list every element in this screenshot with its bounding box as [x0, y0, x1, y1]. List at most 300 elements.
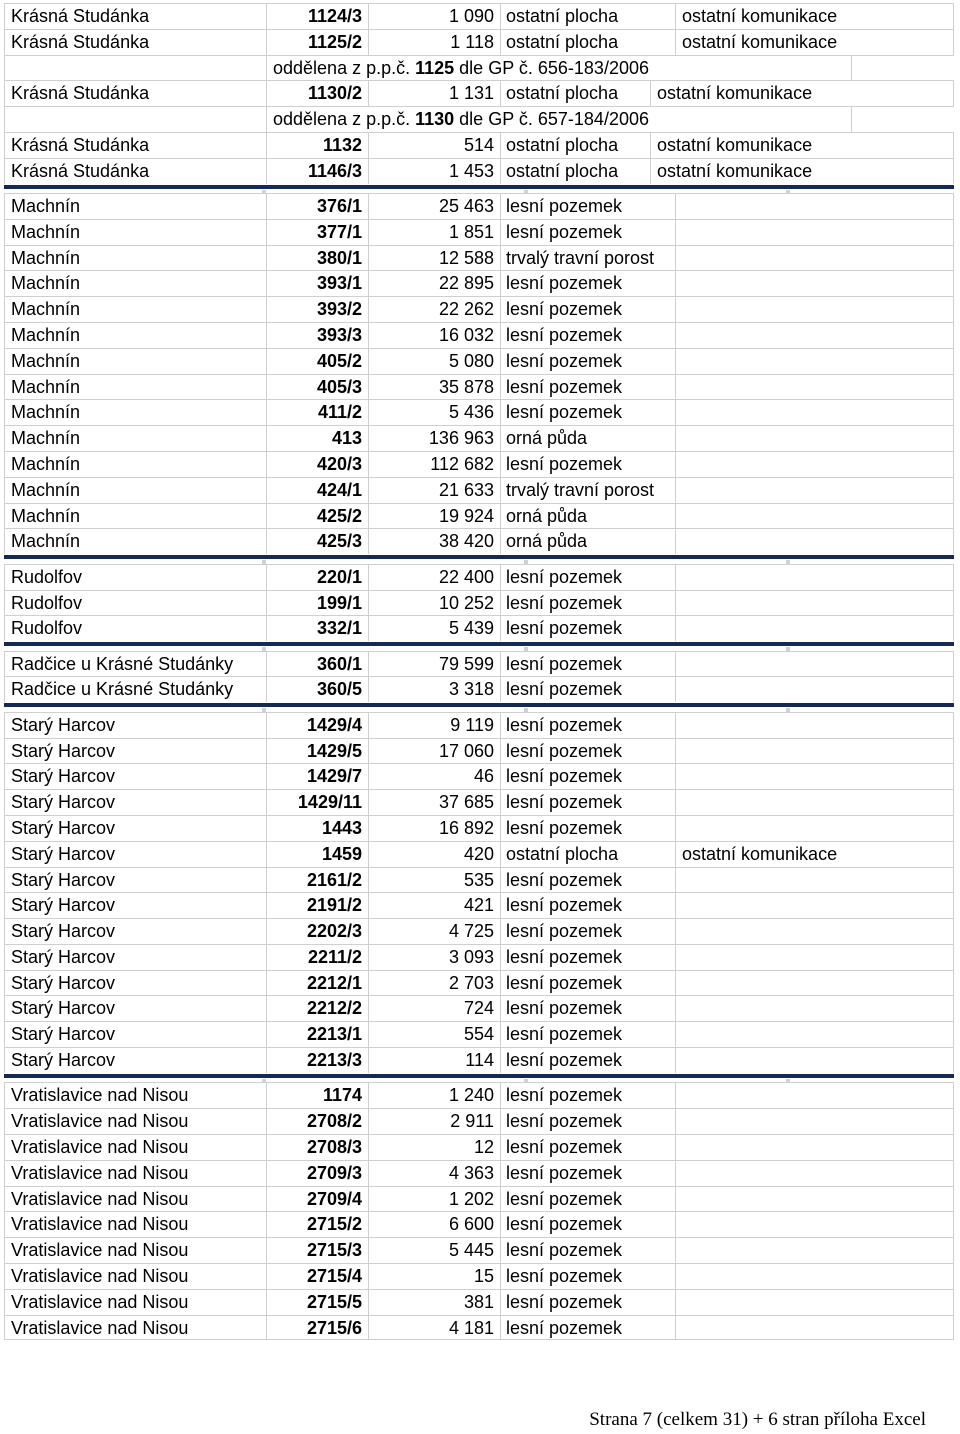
- parcel-number: 1174: [266, 1083, 368, 1108]
- parcel-number: 2715/6: [266, 1316, 368, 1340]
- parcel-area: 46: [368, 764, 500, 789]
- table-row: [4, 477, 954, 503]
- cadastral-area: Vratislavice nad Nisou: [4, 1109, 266, 1134]
- land-use: [675, 1135, 954, 1160]
- table-row: [4, 158, 954, 184]
- cadastral-area: Rudolfov: [4, 591, 266, 616]
- note-suffix: dle GP č. 657-184/2006: [454, 109, 649, 130]
- parcel-area: 1 090: [368, 4, 500, 29]
- parcel-area: 4 181: [368, 1316, 500, 1340]
- parcel-number: 2202/3: [266, 919, 368, 944]
- land-use: [675, 945, 954, 970]
- land-use: [675, 375, 954, 400]
- parcel-area: 3 093: [368, 945, 500, 970]
- parcel-number: 377/1: [266, 220, 368, 245]
- land-type: lesní pozemek: [500, 591, 675, 616]
- parcel-area: 12: [368, 1135, 500, 1160]
- land-type: lesní pozemek: [500, 1316, 675, 1340]
- table-row: [4, 1047, 954, 1073]
- land-use: [675, 1290, 954, 1315]
- land-type: orná půda: [500, 426, 675, 451]
- parcel-area: 114: [368, 1048, 500, 1073]
- land-use: [675, 452, 954, 477]
- table-row: [4, 1160, 954, 1186]
- note-prefix: oddělena z p.p.č.: [273, 57, 416, 78]
- land-type: lesní pozemek: [500, 375, 675, 400]
- cadastral-area: Vratislavice nad Nisou: [4, 1135, 266, 1160]
- land-use: [675, 996, 954, 1021]
- table-row: [4, 322, 954, 348]
- parcel-number: 2708/2: [266, 1109, 368, 1134]
- land-type: trvalý travní porost: [500, 478, 675, 503]
- land-use: [675, 1264, 954, 1289]
- parcel-area: 21 633: [368, 478, 500, 503]
- group-separator: [4, 554, 954, 564]
- cadastral-area: Vratislavice nad Nisou: [4, 1290, 266, 1315]
- table-row: [4, 1108, 954, 1134]
- land-use: [675, 220, 954, 245]
- cadastral-area: Machnín: [4, 297, 266, 322]
- land-type: lesní pozemek: [500, 713, 675, 738]
- parcel-number: 376/1: [266, 194, 368, 219]
- cadastral-area: Machnín: [4, 504, 266, 529]
- land-use: ostatní komunikace: [650, 159, 954, 184]
- cadastral-area: Rudolfov: [4, 616, 266, 641]
- parcel-number: 405/3: [266, 375, 368, 400]
- table-row: [4, 1237, 954, 1263]
- land-type: lesní pozemek: [500, 816, 675, 841]
- land-type: lesní pozemek: [500, 790, 675, 815]
- parcel-area: 16 892: [368, 816, 500, 841]
- cadastral-area: Radčice u Krásné Studánky: [4, 677, 266, 702]
- parcel-area: 724: [368, 996, 500, 1021]
- cadastral-area: Starý Harcov: [4, 842, 266, 867]
- land-use: ostatní komunikace: [675, 842, 954, 867]
- table-row: [4, 970, 954, 996]
- land-use: [675, 426, 954, 451]
- table-row: [4, 1263, 954, 1289]
- land-type: ostatní plocha: [500, 4, 675, 29]
- cadastral-area: Radčice u Krásné Studánky: [4, 652, 266, 677]
- parcel-number: 393/2: [266, 297, 368, 322]
- cadastral-area: Machnín: [4, 375, 266, 400]
- land-type: lesní pozemek: [500, 652, 675, 677]
- cadastral-area: Vratislavice nad Nisou: [4, 1316, 266, 1340]
- land-use: [675, 478, 954, 503]
- parcel-number: 1429/11: [266, 790, 368, 815]
- table-row: [4, 425, 954, 451]
- parcel-number: 2715/3: [266, 1238, 368, 1263]
- table-row: [4, 1289, 954, 1315]
- table-row: [4, 219, 954, 245]
- parcel-number: 2709/4: [266, 1187, 368, 1212]
- group-separator: [4, 184, 954, 194]
- parcel-area: 381: [368, 1290, 500, 1315]
- cadastral-area: Machnín: [4, 529, 266, 554]
- land-type: lesní pozemek: [500, 349, 675, 374]
- land-type: lesní pozemek: [500, 868, 675, 893]
- group-separator: [4, 641, 954, 651]
- land-type: ostatní plocha: [500, 159, 650, 184]
- parcel-number: 420/3: [266, 452, 368, 477]
- parcel-number: 199/1: [266, 591, 368, 616]
- parcel-area: 35 878: [368, 375, 500, 400]
- parcel-number: 2715/2: [266, 1212, 368, 1237]
- parcel-area: 4 725: [368, 919, 500, 944]
- parcel-number: 1443: [266, 816, 368, 841]
- table-row: [4, 918, 954, 944]
- parcel-area: 22 262: [368, 297, 500, 322]
- table-row: [4, 615, 954, 641]
- parcel-area: 421: [368, 893, 500, 918]
- parcel-area: 3 318: [368, 677, 500, 702]
- note-row: [4, 55, 954, 81]
- land-use: [675, 1212, 954, 1237]
- parcel-area: 15: [368, 1264, 500, 1289]
- land-type: lesní pozemek: [500, 1048, 675, 1073]
- land-type: lesní pozemek: [500, 1212, 675, 1237]
- land-type: lesní pozemek: [500, 945, 675, 970]
- parcel-area: 9 119: [368, 713, 500, 738]
- cadastral-area: Starý Harcov: [4, 868, 266, 893]
- parcel-number: 2213/1: [266, 1022, 368, 1047]
- parcel-number: 2708/3: [266, 1135, 368, 1160]
- parcel-table: [4, 3, 954, 1340]
- table-row: [4, 712, 954, 738]
- land-use: [675, 323, 954, 348]
- land-type: lesní pozemek: [500, 739, 675, 764]
- parcel-area: 6 600: [368, 1212, 500, 1237]
- split-note: [266, 56, 852, 81]
- parcel-area: 514: [368, 133, 500, 158]
- table-row: [4, 590, 954, 616]
- cadastral-area: Starý Harcov: [4, 713, 266, 738]
- land-use: [675, 739, 954, 764]
- group-separator: [4, 1073, 954, 1083]
- land-use: [675, 677, 954, 702]
- parcel-number: 425/3: [266, 529, 368, 554]
- land-type: lesní pozemek: [500, 971, 675, 996]
- cadastral-area: Vratislavice nad Nisou: [4, 1264, 266, 1289]
- land-use: [675, 1022, 954, 1047]
- land-use: [675, 652, 954, 677]
- parcel-area: 17 060: [368, 739, 500, 764]
- parcel-number: 2715/4: [266, 1264, 368, 1289]
- table-row: [4, 651, 954, 677]
- land-use: [675, 764, 954, 789]
- page-footer: Strana 7 (celkem 31) + 6 stran příloha Excel: [589, 1409, 926, 1430]
- cadastral-area: Vratislavice nad Nisou: [4, 1212, 266, 1237]
- note-parcel: 1130: [415, 109, 455, 130]
- cadastral-area: Vratislavice nad Nisou: [4, 1161, 266, 1186]
- land-use: [675, 893, 954, 918]
- parcel-number: 2213/3: [266, 1048, 368, 1073]
- parcel-area: 12 588: [368, 246, 500, 271]
- cadastral-area: Starý Harcov: [4, 739, 266, 764]
- parcel-area: 79 599: [368, 652, 500, 677]
- table-row: [4, 193, 954, 219]
- land-type: lesní pozemek: [500, 616, 675, 641]
- land-use: ostatní komunikace: [675, 4, 954, 29]
- table-row: [4, 815, 954, 841]
- cadastral-area: Starý Harcov: [4, 1022, 266, 1047]
- cadastral-area: Machnín: [4, 323, 266, 348]
- parcel-area: 112 682: [368, 452, 500, 477]
- table-row: [4, 995, 954, 1021]
- land-use: [675, 1083, 954, 1108]
- land-type: lesní pozemek: [500, 297, 675, 322]
- parcel-number: 2709/3: [266, 1161, 368, 1186]
- parcel-number: 332/1: [266, 616, 368, 641]
- parcel-number: 2212/2: [266, 996, 368, 1021]
- land-use: ostatní komunikace: [675, 30, 954, 55]
- table-row: [4, 399, 954, 425]
- parcel-number: 2211/2: [266, 945, 368, 970]
- table-row: [4, 738, 954, 764]
- table-row: [4, 841, 954, 867]
- cadastral-area: Machnín: [4, 349, 266, 374]
- cadastral-area: Krásná Studánka: [4, 81, 266, 106]
- cadastral-area: Starý Harcov: [4, 919, 266, 944]
- parcel-area: 5 436: [368, 400, 500, 425]
- table-row: [4, 503, 954, 529]
- cadastral-area: Starý Harcov: [4, 893, 266, 918]
- land-use: [675, 349, 954, 374]
- parcel-area: 1 202: [368, 1187, 500, 1212]
- land-use: ostatní komunikace: [650, 81, 954, 106]
- cadastral-area: Starý Harcov: [4, 816, 266, 841]
- table-row: [4, 1082, 954, 1108]
- land-use: ostatní komunikace: [650, 133, 954, 158]
- land-use: [675, 971, 954, 996]
- cadastral-area: Machnín: [4, 478, 266, 503]
- land-type: lesní pozemek: [500, 764, 675, 789]
- parcel-area: 1 851: [368, 220, 500, 245]
- table-row: [4, 944, 954, 970]
- cadastral-area: Krásná Studánka: [4, 4, 266, 29]
- cadastral-area: Machnín: [4, 246, 266, 271]
- land-use: [675, 713, 954, 738]
- parcel-number: 393/3: [266, 323, 368, 348]
- table-row: [4, 676, 954, 702]
- table-row: [4, 3, 954, 29]
- parcel-area: 22 895: [368, 271, 500, 296]
- land-type: lesní pozemek: [500, 194, 675, 219]
- cadastral-area: Starý Harcov: [4, 1048, 266, 1073]
- table-row: [4, 29, 954, 55]
- table-row: [4, 245, 954, 271]
- parcel-number: 1146/3: [266, 159, 368, 184]
- table-row: [4, 892, 954, 918]
- cadastral-area: Krásná Studánka: [4, 30, 266, 55]
- land-use: [675, 1238, 954, 1263]
- group-separator: [4, 702, 954, 712]
- parcel-area: 4 363: [368, 1161, 500, 1186]
- land-use: [675, 246, 954, 271]
- parcel-number: 411/2: [266, 400, 368, 425]
- land-type: orná půda: [500, 504, 675, 529]
- parcel-area: 1 118: [368, 30, 500, 55]
- land-use: [675, 816, 954, 841]
- table-row: [4, 1134, 954, 1160]
- parcel-number: 1429/7: [266, 764, 368, 789]
- table-row: [4, 80, 954, 106]
- parcel-number: 220/1: [266, 565, 368, 590]
- parcel-area: 1 453: [368, 159, 500, 184]
- parcel-area: 25 463: [368, 194, 500, 219]
- table-row: [4, 1315, 954, 1341]
- parcel-area: 5 439: [368, 616, 500, 641]
- land-type: ostatní plocha: [500, 842, 675, 867]
- land-type: lesní pozemek: [500, 1083, 675, 1108]
- note-prefix: oddělena z p.p.č.: [273, 109, 416, 130]
- land-use: [675, 529, 954, 554]
- parcel-number: 360/5: [266, 677, 368, 702]
- land-type: orná půda: [500, 529, 675, 554]
- parcel-number: 2191/2: [266, 893, 368, 918]
- cadastral-area: Starý Harcov: [4, 945, 266, 970]
- parcel-number: 1429/4: [266, 713, 368, 738]
- land-type: lesní pozemek: [500, 893, 675, 918]
- land-type: lesní pozemek: [500, 220, 675, 245]
- land-use: [675, 919, 954, 944]
- table-row: [4, 270, 954, 296]
- land-use: [675, 1187, 954, 1212]
- parcel-area: 2 911: [368, 1109, 500, 1134]
- parcel-area: 1 131: [368, 81, 500, 106]
- land-type: trvalý travní porost: [500, 246, 675, 271]
- land-use: [675, 591, 954, 616]
- table-row: [4, 789, 954, 815]
- land-use: [675, 297, 954, 322]
- land-type: ostatní plocha: [500, 30, 675, 55]
- parcel-area: 10 252: [368, 591, 500, 616]
- table-row: [4, 528, 954, 554]
- empty-cell: [4, 107, 266, 132]
- land-use: [675, 1316, 954, 1340]
- land-use: [675, 616, 954, 641]
- land-type: lesní pozemek: [500, 271, 675, 296]
- parcel-number: 1125/2: [266, 30, 368, 55]
- table-row: [4, 296, 954, 322]
- land-type: lesní pozemek: [500, 400, 675, 425]
- table-row: [4, 867, 954, 893]
- table-row: [4, 1211, 954, 1237]
- land-use: [675, 504, 954, 529]
- parcel-area: 16 032: [368, 323, 500, 348]
- cadastral-area: Machnín: [4, 271, 266, 296]
- cadastral-area: Vratislavice nad Nisou: [4, 1187, 266, 1212]
- land-type: lesní pozemek: [500, 1109, 675, 1134]
- land-use: [675, 790, 954, 815]
- table-row: [4, 348, 954, 374]
- cadastral-area: Machnín: [4, 194, 266, 219]
- land-type: lesní pozemek: [500, 919, 675, 944]
- cadastral-area: Krásná Studánka: [4, 159, 266, 184]
- land-type: lesní pozemek: [500, 1290, 675, 1315]
- land-type: ostatní plocha: [500, 133, 650, 158]
- cadastral-area: Starý Harcov: [4, 790, 266, 815]
- land-type: lesní pozemek: [500, 452, 675, 477]
- parcel-number: 2161/2: [266, 868, 368, 893]
- parcel-number: 360/1: [266, 652, 368, 677]
- parcel-number: 1130/2: [266, 81, 368, 106]
- table-row: [4, 374, 954, 400]
- parcel-number: 405/2: [266, 349, 368, 374]
- land-type: lesní pozemek: [500, 1264, 675, 1289]
- cadastral-area: Vratislavice nad Nisou: [4, 1083, 266, 1108]
- land-type: lesní pozemek: [500, 565, 675, 590]
- land-type: lesní pozemek: [500, 1135, 675, 1160]
- land-use: [675, 1109, 954, 1134]
- parcel-number: 1429/5: [266, 739, 368, 764]
- table-row: [4, 1186, 954, 1212]
- cadastral-area: Machnín: [4, 220, 266, 245]
- parcel-area: 554: [368, 1022, 500, 1047]
- parcel-area: 1 240: [368, 1083, 500, 1108]
- cadastral-area: Krásná Studánka: [4, 133, 266, 158]
- parcel-area: 5 445: [368, 1238, 500, 1263]
- parcel-area: 37 685: [368, 790, 500, 815]
- parcel-number: 2212/1: [266, 971, 368, 996]
- parcel-number: 425/2: [266, 504, 368, 529]
- parcel-number: 2715/5: [266, 1290, 368, 1315]
- land-type: lesní pozemek: [500, 996, 675, 1021]
- cadastral-area: Rudolfov: [4, 565, 266, 590]
- split-note: [266, 107, 852, 132]
- cadastral-area: Machnín: [4, 452, 266, 477]
- parcel-number: 380/1: [266, 246, 368, 271]
- cadastral-area: Starý Harcov: [4, 764, 266, 789]
- table-row: [4, 1021, 954, 1047]
- land-type: lesní pozemek: [500, 1187, 675, 1212]
- empty-cell: [4, 56, 266, 81]
- parcel-area: 420: [368, 842, 500, 867]
- parcel-area: 2 703: [368, 971, 500, 996]
- land-type: lesní pozemek: [500, 677, 675, 702]
- table-row: [4, 763, 954, 789]
- land-type: lesní pozemek: [500, 323, 675, 348]
- table-row: [4, 132, 954, 158]
- table-row: [4, 451, 954, 477]
- land-type: ostatní plocha: [500, 81, 650, 106]
- parcel-area: 136 963: [368, 426, 500, 451]
- land-type: lesní pozemek: [500, 1022, 675, 1047]
- land-use: [675, 1048, 954, 1073]
- land-type: lesní pozemek: [500, 1161, 675, 1186]
- parcel-number: 424/1: [266, 478, 368, 503]
- parcel-area: 22 400: [368, 565, 500, 590]
- table-row: [4, 564, 954, 590]
- land-use: [675, 400, 954, 425]
- note-row: [4, 106, 954, 132]
- note-parcel: 1125: [415, 57, 455, 78]
- parcel-number: 393/1: [266, 271, 368, 296]
- parcel-area: 5 080: [368, 349, 500, 374]
- land-use: [675, 565, 954, 590]
- land-use: [675, 271, 954, 296]
- cadastral-area: Starý Harcov: [4, 971, 266, 996]
- parcel-area: 19 924: [368, 504, 500, 529]
- parcel-number: 1459: [266, 842, 368, 867]
- note-suffix: dle GP č. 656-183/2006: [454, 57, 649, 78]
- cadastral-area: Starý Harcov: [4, 996, 266, 1021]
- land-use: [675, 194, 954, 219]
- land-use: [675, 868, 954, 893]
- cadastral-area: Machnín: [4, 426, 266, 451]
- land-use: [675, 1161, 954, 1186]
- cadastral-area: Vratislavice nad Nisou: [4, 1238, 266, 1263]
